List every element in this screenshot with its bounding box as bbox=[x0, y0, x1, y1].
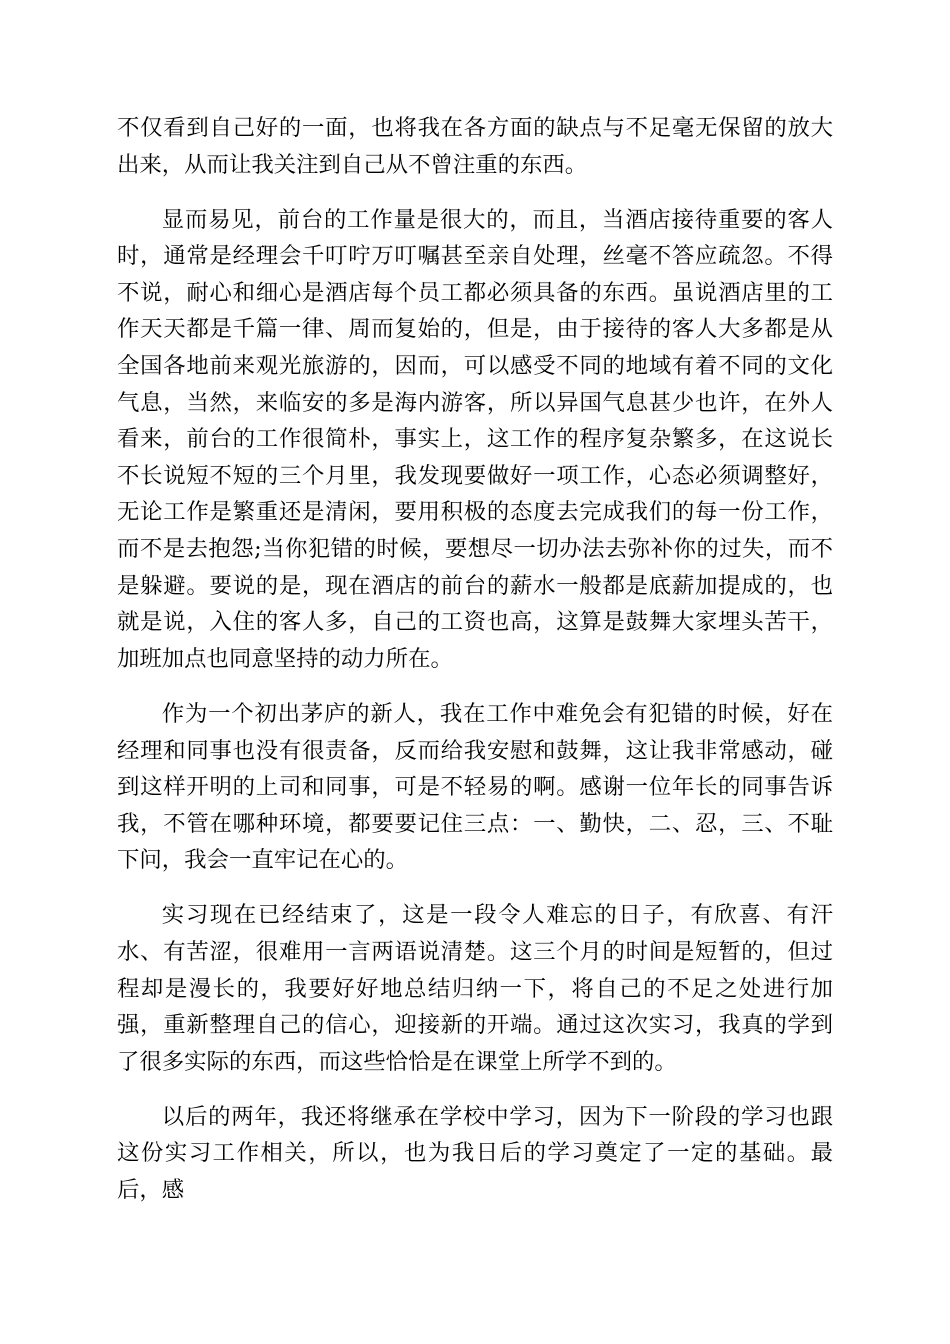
paragraph-front-desk-workload: 显而易见，前台的工作量是很大的，而且，当酒店接待重要的客人时，通常是经理会千叮咛万叮嘱甚至亲自处理，丝毫不答应疏忽。不得不说，耐心和细心是酒店每个员工都必须具备的东西。虽说酒店里的工作天天都是千篇一律、周而复始的，但是，由于接待的客人大多都是从全国各地前来观光旅游的，因而，可以感受不同的地域有着不同的文化气息，当然，来临安的多是海内游客，所以异国气息甚少也许，在外人看来，前台的工作很简朴，事实上，这工作的程序复杂繁多，在这说长不长说短不短的三个月里，我发现要做好一项工作，心态必须调整好，无论工作是繁重还是清闲，要用积极的态度去完成我们的每一份工作，而不是去抱怨;当你犯错的时候，要想尽一切办法去弥补你的过失，而不是躲避。要说的是，现在酒店的前台的薪水一般都是底薪加提成的，也就是说，入住的客人多，自己的工资也高，这算是鼓舞大家埋头苦干，加班加点也同意坚持的动力所在。 bbox=[117, 206, 833, 672]
paragraph-newcomer-mistakes: 作为一个初出茅庐的新人，我在工作中难免会有犯错的时候，好在经理和同事也没有很责备，反而给我安慰和鼓舞，这让我非常感动，碰到这样开明的上司和同事，可是不轻易的啊。感谢一位年长的同事告诉我，不管在哪种环境，都要要记住三点：一、勤快，二、忍，三、不耻下问，我会一直牢记在心的。 bbox=[117, 700, 833, 874]
body-text bbox=[117, 110, 833, 1209]
paragraph-continued: 不仅看到自己好的一面，也将我在各方面的缺点与不足毫无保留的放大出来，从而让我关注到自己从不曾注重的东西。 bbox=[117, 115, 833, 178]
paragraph-future-study: 以后的两年，我还将继承在学校中学习，因为下一阶段的学习也跟这份实习工作相关，所以，也为我日后的学习奠定了一定的基础。最后，感 bbox=[117, 1103, 833, 1204]
paragraph-internship-ended: 实习现在已经结束了，这是一段令人难忘的日子，有欣喜、有汗水、有苦涩，很难用一言两语说清楚。这三个月的时间是短暂的，但过程却是漫长的，我要好好地总结归纳一下，将自己的不足之处进行加强，重新整理自己的信心，迎接新的开端。通过这次实习，我真的学到了很多实际的东西，而这些恰恰是在课堂上所学不到的。 bbox=[117, 902, 833, 1075]
